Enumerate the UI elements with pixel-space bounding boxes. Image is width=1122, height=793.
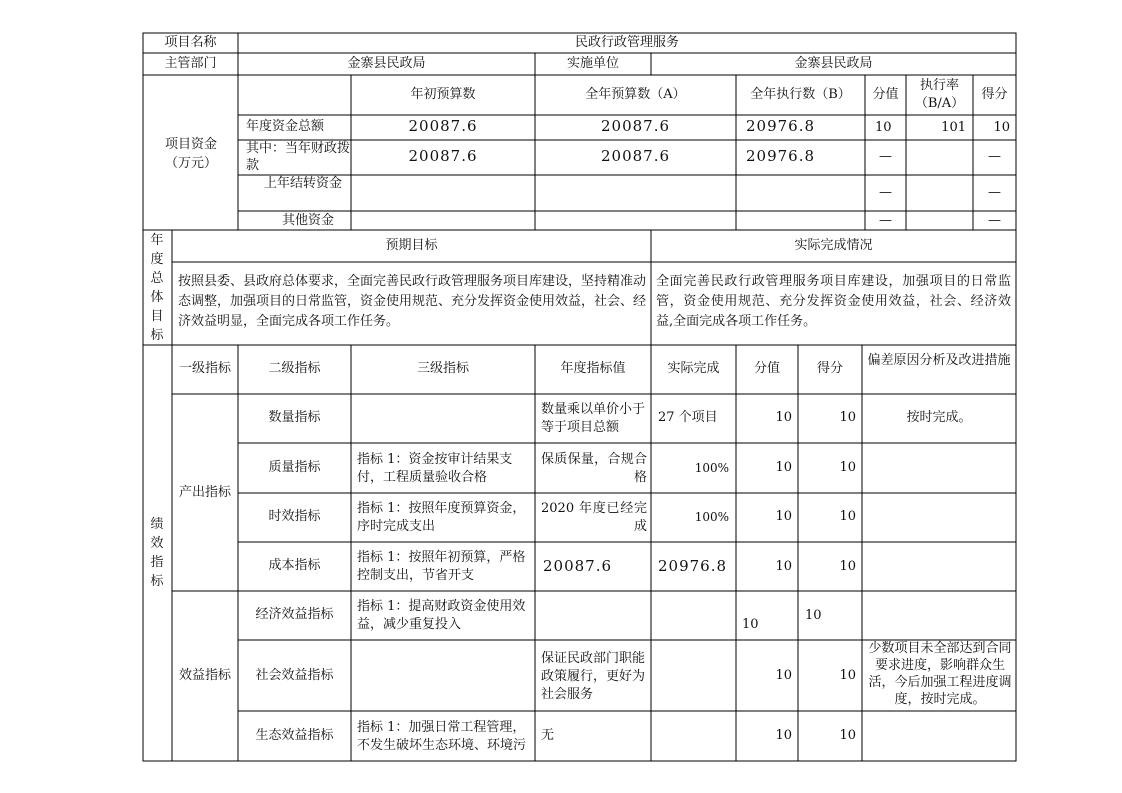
performance-label: 绩效指标: [150, 517, 164, 589]
funds-row-score-value: —: [879, 149, 892, 164]
expected-goal-text: 按照县委、县政府总体要求，全面完善民政行政管理服务项目库建设，坚持精准动态调整，加强项目的日常监管，资金使用规范、充分发挥资金使用效益，社会、经济效益明显，全面完成各项工作任务。: [178, 274, 647, 329]
funds-row-label: 年度资金总额: [246, 119, 325, 134]
header-level2: 二级指标: [268, 361, 321, 376]
funds-col-score-value: 分值: [872, 87, 899, 102]
funds-row-score: —: [988, 185, 1001, 200]
funds-col-score: 得分: [981, 87, 1008, 102]
funds-row-exec: 20976.8: [746, 147, 816, 165]
funds-row-label: 其中：当年财政拨款: [246, 141, 351, 173]
header-score-value: 分值: [753, 361, 780, 376]
score-value: 10: [775, 728, 792, 743]
funds-row-score-value: —: [879, 213, 892, 228]
annual-value: 数量乘以单价小于等于项目总额: [541, 402, 646, 435]
funds-row-initial: 20087.6: [408, 117, 478, 135]
funds-row-score: —: [988, 149, 1001, 164]
dept-value: 金寨县民政局: [347, 56, 426, 71]
actual-completion-text: 全面完善民政行政管理服务项目库建设，加强项目的日常监管，资金使用规范、充分发挥资金使用效益，社会、经济效益,全面完成各项工作任务。: [656, 274, 1011, 329]
funds-row-score-value: —: [879, 185, 892, 200]
header-actual: 实际完成: [667, 361, 720, 376]
level2-label: 数量指标: [268, 410, 321, 425]
actual-value: 20976.8: [658, 557, 728, 575]
actual-completion-label: 实际完成情况: [794, 238, 873, 253]
level2-label: 经济效益指标: [255, 607, 334, 622]
level1-benefit: 效益指标: [178, 668, 231, 683]
analysis: 少数项目未全部达到合同要求进度，影响群众生活，今后加强工程进度调度，按时完成。: [868, 641, 1012, 707]
score: 10: [839, 410, 856, 425]
score: 10: [839, 728, 856, 743]
score-value: 10: [742, 617, 759, 632]
impl-value: 金寨县民政局: [794, 56, 873, 71]
funds-row-score: 10: [993, 120, 1010, 135]
funds-row-exec: 20976.8: [746, 117, 816, 135]
level3-text: 指标 1：资金按审计结果支付，工程质量验收合格: [357, 452, 513, 485]
funds-row-label: 其他资金: [282, 213, 335, 228]
header-analysis: 偏差原因分析及改进措施: [867, 353, 1011, 368]
funds-row-full: 20087.6: [600, 117, 671, 135]
level1-output: 产出指标: [178, 485, 231, 500]
score-value: 10: [775, 668, 792, 683]
annual-value: 保证民政部门职能政策履行，更好为社会服务: [541, 651, 646, 702]
funds-col-exec: 全年执行数（B）: [750, 87, 851, 102]
analysis: 按时完成。: [906, 410, 972, 425]
header-level1: 一级指标: [178, 361, 231, 376]
score: 10: [839, 559, 856, 574]
score: 10: [805, 608, 822, 623]
header-annual-value: 年度指标值: [560, 361, 626, 376]
level3-text: 指标 1：提高财政资金使用效益，减少重复投入: [357, 599, 526, 632]
funds-col-initial: 年初预算数: [410, 87, 476, 102]
funds-row-rate: 101: [941, 120, 966, 135]
funds-row-initial: 20087.6: [408, 147, 478, 165]
annual-value: 2020 年度已经完成: [541, 501, 647, 534]
score: 10: [839, 668, 856, 683]
level3-text: 指标 1：按照年初预算，严格控制支出，节省开支: [357, 550, 526, 583]
score-value: 10: [775, 410, 792, 425]
annual-value: 保质保量，合规合格: [541, 452, 647, 485]
actual-value: 100%: [694, 510, 729, 524]
actual-value: 100%: [694, 461, 729, 475]
level2-label: 成本指标: [268, 558, 321, 573]
level2-label: 质量指标: [268, 460, 321, 475]
impl-label: 实施单位: [566, 56, 619, 71]
level2-label: 生态效益指标: [255, 728, 334, 743]
actual-value: 27 个项目: [658, 410, 718, 425]
funds-row-score-value: 10: [875, 120, 892, 135]
funds-col-full: 全年预算数（A）: [585, 87, 686, 102]
expected-goal-label: 预期目标: [385, 238, 438, 253]
funds-row-label: 上年结转资金: [264, 176, 343, 191]
score: 10: [839, 460, 856, 475]
score-value: 10: [775, 559, 792, 574]
header-level3: 三级指标: [416, 361, 469, 376]
annual-goal-label: 年度总体目标: [150, 233, 164, 343]
funds-label: 项目资金（万元）: [164, 137, 217, 171]
project-name-value: 民政行政管理服务: [574, 35, 679, 50]
annual-value: 无: [541, 728, 555, 743]
level3-text: 指标 1：按照年度预算资金，序时完成支出: [357, 501, 526, 534]
score-value: 10: [775, 509, 792, 524]
project-name-label: 项目名称: [164, 35, 217, 50]
funds-col-rate: 执行率（B/A）: [914, 78, 965, 111]
annual-value: 20087.6: [543, 557, 613, 575]
funds-row-full: 20087.6: [600, 147, 671, 165]
level2-label: 社会效益指标: [255, 668, 334, 683]
score: 10: [839, 509, 856, 524]
level3-text: 指标 1：加强日常工程管理，不发生破坏生态环境、环境污: [357, 720, 527, 753]
level2-label: 时效指标: [268, 509, 321, 524]
dept-label: 主管部门: [164, 56, 217, 71]
header-score: 得分: [816, 361, 843, 376]
score-value: 10: [775, 460, 792, 475]
funds-row-score: —: [988, 213, 1001, 228]
